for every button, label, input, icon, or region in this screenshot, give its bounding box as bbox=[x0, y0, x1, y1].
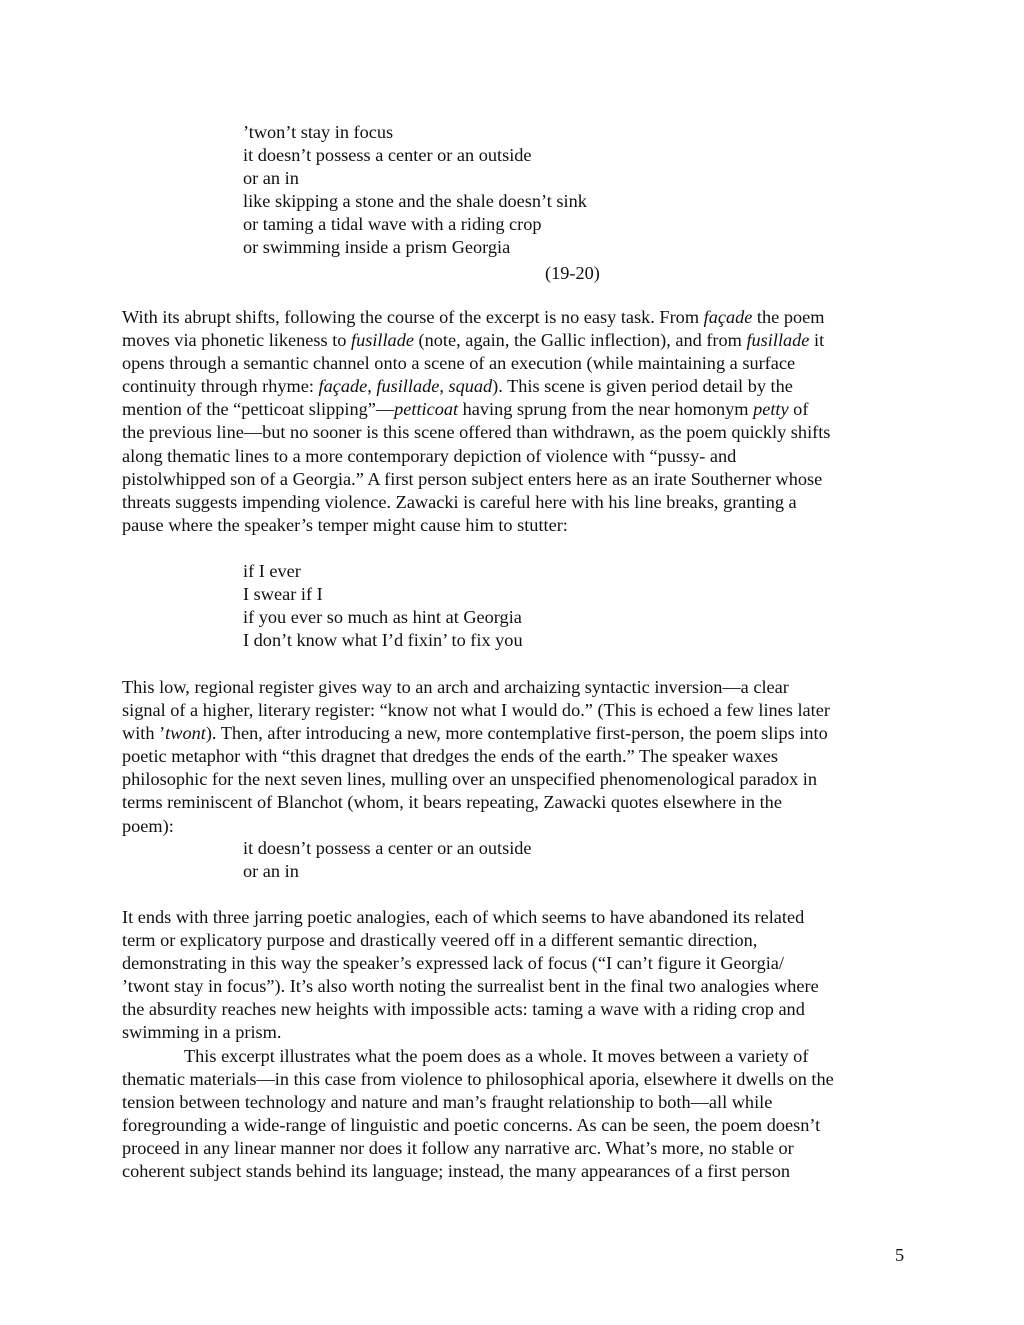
paragraph-3 bbox=[122, 906, 912, 1045]
text-line: poetic metaphor with “this dragnet that dredges the ends of the earth.” The speaker waxes bbox=[122, 746, 779, 767]
text-line: pause where the speaker’s temper might cause him to stutter: bbox=[122, 514, 568, 535]
text-line: proceed in any linear manner nor does it follow any narrative arc. What’s more, no stable or bbox=[122, 1138, 794, 1159]
text-line: along thematic lines to a more contemporary depiction of violence with “pussy- and bbox=[122, 445, 737, 466]
text-line: opens through a semantic channel onto a scene of an execution (while maintaining a surface bbox=[122, 353, 796, 374]
verse-line: or an in bbox=[243, 861, 299, 882]
text-line: thematic materials—in this case from violence to philosophical aporia, elsewhere it dwells on the bbox=[122, 1069, 834, 1090]
verse-line: if I ever bbox=[243, 561, 301, 581]
text-line: the previous line—but no sooner is this scene offered than withdrawn, as the poem quickly shifts bbox=[122, 422, 831, 443]
text-line: with ’twont). Then, after introducing a new, more contemplative first-person, the poem slips into bbox=[122, 723, 828, 744]
text-line: continuity through rhyme: façade, fusillade, squad). This scene is given period detail by the bbox=[122, 376, 793, 397]
verse-line: I swear if I bbox=[243, 584, 323, 605]
text-line: It ends with three jarring poetic analogies, each of which seems to have abandoned its related bbox=[122, 907, 805, 927]
verse-line: ’twon’t stay in focus bbox=[243, 122, 394, 142]
text-line: tension between technology and nature and man’s fraught relationship to both—all while bbox=[122, 1092, 773, 1113]
text-line: mention of the “petticoat slipping”—petticoat having sprung from the near homonym petty of bbox=[122, 399, 809, 420]
verse-line: it doesn’t possess a center or an outside bbox=[243, 838, 532, 858]
text-line: foregrounding a wide-range of linguistic and poetic concerns. As can be seen, the poem doesn’t bbox=[122, 1115, 821, 1136]
text-line: pistolwhipped son of a Georgia.” A first person subject enters here as an irate Southerner whose bbox=[122, 468, 823, 489]
page-number: 5 bbox=[895, 1245, 905, 1265]
verse-excerpt-2 bbox=[243, 560, 843, 652]
verse-line: it doesn’t possess a center or an outside bbox=[243, 145, 532, 166]
verse-excerpt-3 bbox=[243, 837, 843, 883]
text-line: ’twont stay in focus”). It’s also worth noting the surrealist bent in the final two analogies where bbox=[122, 976, 819, 997]
text-line: swimming in a prism. bbox=[122, 1022, 282, 1043]
verse-excerpt-1 bbox=[243, 121, 843, 260]
paragraph-2 bbox=[122, 676, 912, 838]
text-line: moves via phonetic likeness to fusillade (note, again, the Gallic inflection), and from fusillade it bbox=[122, 330, 825, 351]
text-line: term or explicatory purpose and drastically veered off in a different semantic direction, bbox=[122, 930, 758, 951]
verse-line: or swimming inside a prism Georgia bbox=[243, 237, 511, 258]
text-line: With its abrupt shifts, following the course of the excerpt is no easy task. From façade the poem bbox=[122, 307, 825, 327]
text-line: This excerpt illustrates what the poem does as a whole. It moves between a variety of bbox=[184, 1046, 809, 1066]
verse-line: or taming a tidal wave with a riding crop bbox=[243, 214, 542, 235]
verse-citation: (19-20) bbox=[545, 263, 600, 283]
text-line: philosophic for the next seven lines, mulling over an unspecified phenomenological paradox in bbox=[122, 769, 818, 790]
text-line: threats suggests impending violence. Zawacki is careful here with his line breaks, granting a bbox=[122, 491, 797, 512]
text-line: poem): bbox=[122, 815, 174, 836]
text-line: demonstrating in this way the speaker’s expressed lack of focus (“I can’t figure it Georgia/ bbox=[122, 953, 784, 974]
paragraph-1 bbox=[122, 306, 912, 537]
verse-line: or an in bbox=[243, 168, 299, 189]
text-line: This low, regional register gives way to an arch and archaizing syntactic inversion—a clear bbox=[122, 677, 789, 697]
text-line: terms reminiscent of Blanchot (whom, it bears repeating, Zawacki quotes elsewhere in the bbox=[122, 792, 782, 813]
paragraph-4 bbox=[122, 1045, 912, 1184]
verse-line: I don’t know what I’d fixin’ to fix you bbox=[243, 630, 523, 651]
text-line: coherent subject stands behind its language; instead, the many appearances of a first person bbox=[122, 1161, 791, 1182]
verse-line: like skipping a stone and the shale doesn’t sink bbox=[243, 191, 587, 212]
verse-line: if you ever so much as hint at Georgia bbox=[243, 607, 522, 628]
text-line: the absurdity reaches new heights with impossible acts: taming a wave with a riding crop and bbox=[122, 999, 805, 1020]
text-line: signal of a higher, literary register: “know not what I would do.” (This is echoed a few lines later bbox=[122, 700, 830, 721]
